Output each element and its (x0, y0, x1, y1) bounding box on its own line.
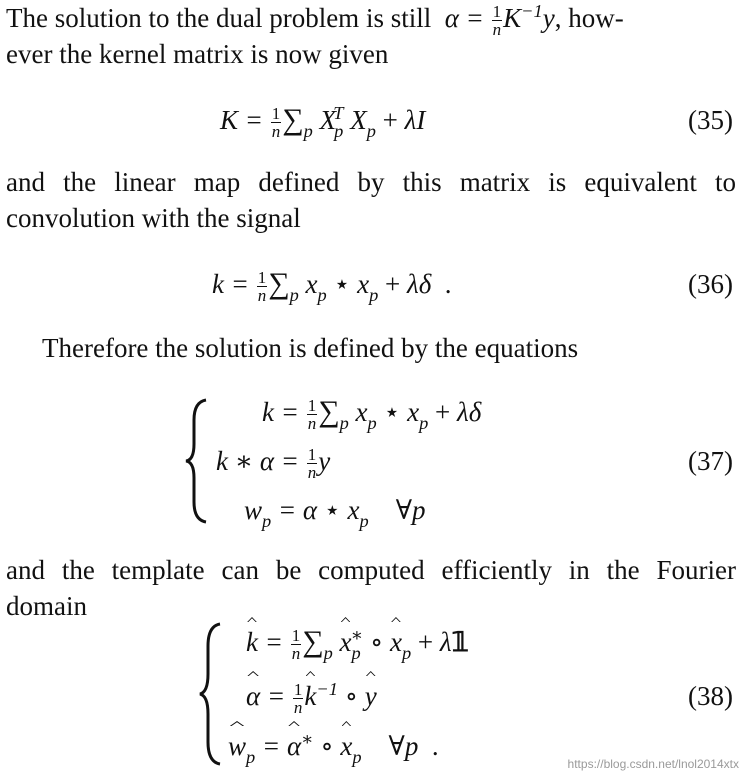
inline-formula-alpha: α = $\frac{1}{n}$ $K^{-1}y$ (437, 0, 555, 40)
equation-35-body: K = $\frac{1}{n}$ $\sum_p$ $X_p^T$ $X_p + \lambda I$ (220, 102, 426, 142)
paragraph-4-line-1: and the template can be computed efficiently in the Fourier (6, 555, 736, 585)
equation-35 (0, 100, 745, 140)
paragraph-1-line-2 (6, 38, 736, 70)
paragraph-2-line-2: convolution with the signal (6, 203, 301, 233)
text-run: , how- (554, 3, 624, 33)
paragraph-1-line-1 (6, 2, 736, 38)
text-run: ever the kernel matrix is now given (6, 39, 389, 69)
equation-38-row-3: $w_p = \alpha^∗$ ∘ $x_p$ ∀p . (228, 726, 439, 766)
equation-38-row-1: k = $\frac{1}{n}$ $\sum_p$ $x_p^∗$ ∘ $x_p$ + λ𝟙 (246, 622, 469, 662)
equation-number-35: (35) (688, 105, 733, 135)
text-run: The solution to the dual problem is still (6, 3, 432, 33)
left-brace-37 (182, 398, 212, 524)
paragraph-2-line-1: and the linear map defined by this matrix is equivalent to (6, 167, 736, 197)
paragraph-4-line-2: domain (6, 591, 87, 621)
equation-38-row-2: α = $\frac{1}{n}$ $k^{-1}$ ∘ y (246, 676, 377, 716)
equation-number-38: (38) (688, 681, 733, 711)
paragraph-3-line-1: Therefore the solution is defined by the equations (42, 333, 579, 363)
equation-37-row-2: k ∗ α = $\frac{1}{n}$ y (216, 445, 331, 483)
left-brace-38 (196, 622, 226, 766)
equation-37-row-1: k = $\frac{1}{n}$ $\sum_p$ $x_p$ ⋆ $x_p + \lambda\delta$ (262, 395, 482, 434)
equation-number-37: (37) (688, 446, 733, 476)
equation-number-36: (36) (688, 269, 733, 299)
equation-36 (0, 264, 745, 304)
watermark: https://blog.csdn.net/lnol2014xtx (567, 757, 739, 771)
equation-37-row-3: $w_p = \alpha$ ⋆ $x_p$ ∀p (244, 495, 426, 531)
equation-36-body: k = $\frac{1}{n}$ $\sum_p$ $x_p$ ⋆ $x_p + \lambda\delta$ . (212, 267, 452, 306)
